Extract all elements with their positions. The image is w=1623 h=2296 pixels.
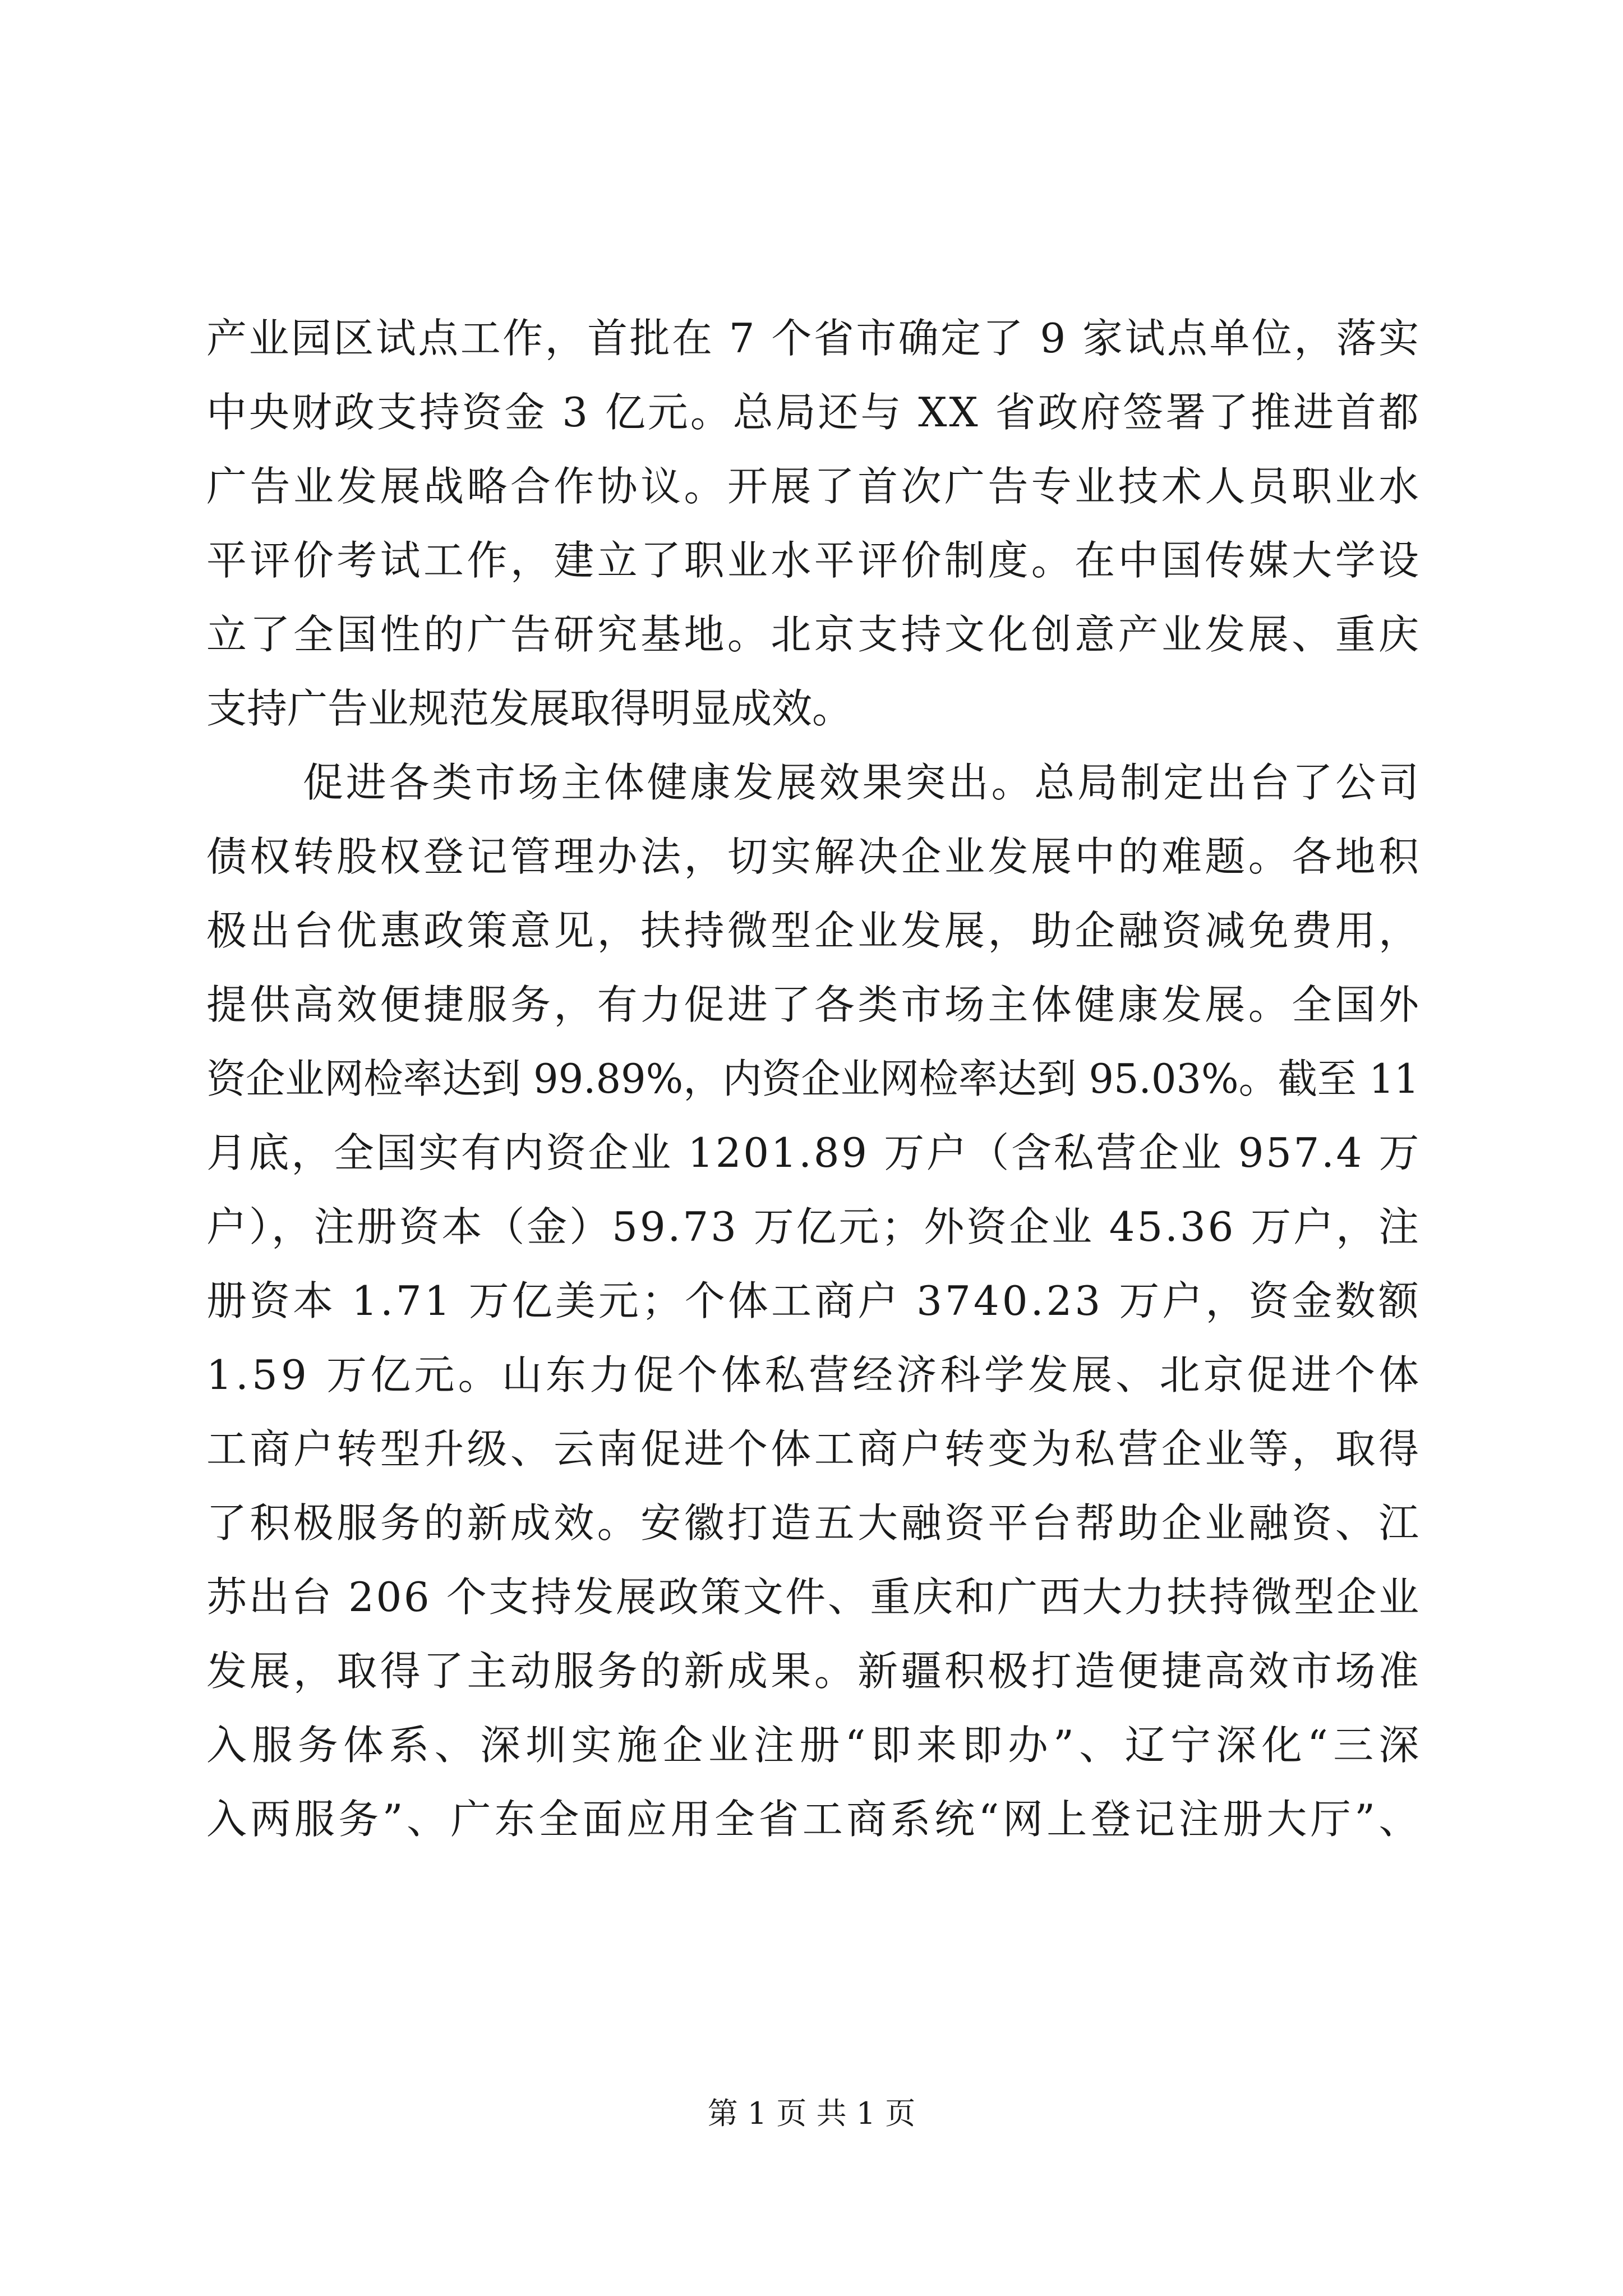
text-line: 平评价考试工作，建立了职业水平评价制度。在中国传媒大学设 bbox=[206, 537, 1422, 584]
text-line: 工商户转型升级、云南促进个体工商户转变为私营企业等，取得 bbox=[206, 1425, 1422, 1473]
text-line: 苏出台 206 个支持发展政策文件、重庆和广西大力扶持微型企业 bbox=[206, 1573, 1421, 1621]
text-line: 册资本 1.71 万亿美元；个体工商户 3740.23 万户，资金数额 bbox=[206, 1277, 1422, 1324]
text-line: 发展，取得了主动服务的新成果。新疆积极打造便捷高效市场准 bbox=[206, 1648, 1422, 1695]
text-line: 资企业网检率达到 99.89%，内资企业网检率达到 95.03%。截至 11 bbox=[206, 1055, 1419, 1102]
text-line: 中央财政支持资金 3 亿元。总局还与 XX 省政府签署了推进首都 bbox=[206, 389, 1421, 436]
text-line: 支持广告业规范发展取得明显成效。 bbox=[206, 685, 853, 732]
text-line: 1.59 万亿元。山东力促个体私营经济科学发展、北京促进个体 bbox=[206, 1351, 1423, 1398]
text-line: 产业园区试点工作，首批在 7 个省市确定了 9 家试点单位，落实 bbox=[206, 315, 1421, 362]
text-line: 户），注册资本（金）59.73 万亿元；外资企业 45.36 万户，注 bbox=[206, 1203, 1421, 1250]
text-line: 立了全国性的广告研究基地。北京支持文化创意产业发展、重庆 bbox=[206, 611, 1422, 658]
text-line: 提供高效便捷服务，有力促进了各类市场主体健康发展。全国外 bbox=[206, 981, 1422, 1028]
text-line: 了积极服务的新成效。安徽打造五大融资平台帮助企业融资、江 bbox=[206, 1499, 1422, 1547]
text-line: 入服务体系、深圳实施企业注册“即来即办”、辽宁深化“三深 bbox=[206, 1722, 1424, 1769]
text-line: 月底，全国实有内资企业 1201.89 万户（含私营企业 957.4 万 bbox=[206, 1129, 1422, 1176]
text-line: 入两服务”、广东全面应用全省工商系统“网上登记注册大厅”、 bbox=[206, 1796, 1423, 1843]
text-line: 广告业发展战略合作协议。开展了首次广告专业技术人员职业水 bbox=[206, 463, 1422, 510]
page-footer: 第 1 页 共 1 页 bbox=[707, 2096, 916, 2131]
text-line: 极出台优惠政策意见，扶持微型企业发展，助企融资减免费用， bbox=[206, 907, 1422, 954]
paragraph-first-line: 促进各类市场主体健康发展效果突出。总局制定出台了公司 bbox=[303, 759, 1422, 806]
text-line: 债权转股权登记管理办法，切实解决企业发展中的难题。各地积 bbox=[206, 833, 1422, 880]
